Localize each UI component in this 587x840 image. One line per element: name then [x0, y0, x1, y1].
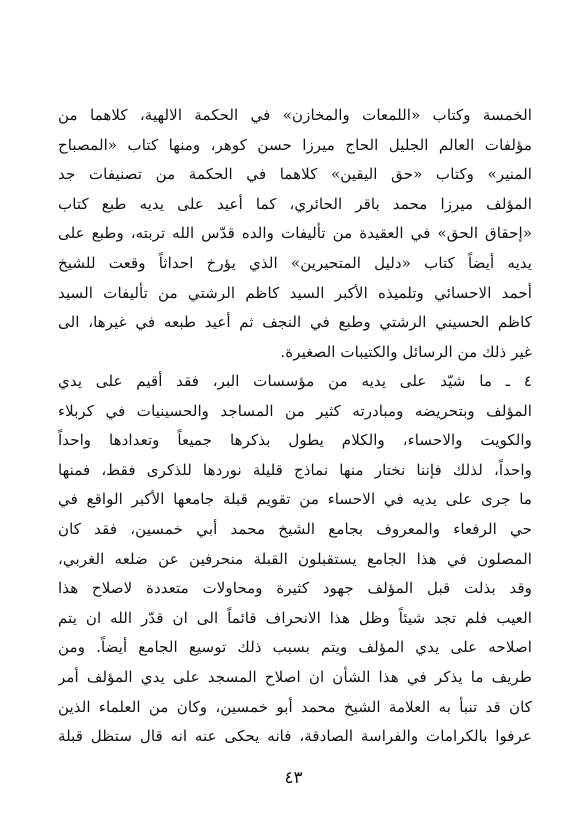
paragraph-charitable-institutions: [58, 367, 532, 752]
text-line: كاظم الحسيني الرشتي وطبع في النجف ثم أعيد طبعه في غيرها، الى: [58, 313, 532, 332]
text-line: طريف ما يذكر في هذا الشأن ان اصلاح المسجد على يدي المؤلف أمر: [58, 667, 532, 686]
text-line: والكويت والاحساء، والكلام يطول بذكرها جميعاً وتعدادها واحداً: [58, 431, 532, 450]
text-line: اصلاحه على يدي المؤلف ويتم بسبب ذلك توسيع الجامع أيضاً. ومن: [58, 638, 532, 657]
text-line: حي الرفعاء والمعروف بجامع الشيخ محمد أبي خمسين، فقد كان: [58, 519, 532, 538]
text-line: العيب فلم تجد شيئاً وظل هذا الانحراف قائماً الى ان قدّر الله ان يتم: [58, 608, 532, 627]
text-line: «إحقاق الحق» في العقيدة من تأليفات والده قدّس الله تربته، وطبع على: [58, 224, 532, 243]
text-line: أحمد الاحسائي وتلميذه الأكبر السيد كاظم الرشتي من تأليفات السيد: [58, 283, 532, 302]
text-line: المنير» وكتاب «حق اليقين» كلاهما في الحكمة من تصنيفات جد: [58, 165, 532, 184]
text-line: المؤلف ميرزا محمد باقر الحائري، كما أعيد على يديه طبع كتاب: [58, 194, 532, 213]
text-line: كان قد تنبأ به العلامة الشيخ محمد أبو خمسين، وكان من العلماء الذين: [58, 697, 532, 716]
text-line: عرفوا بالكرامات والفراسة الصادقة، فانه يحكى عنه انه قال ستظل قبلة: [58, 727, 532, 746]
text-line: يديه أيضاً كتاب «دليل المتحيرين» الذي يؤرخ احداثاً وقعت للشيخ: [58, 253, 532, 272]
paragraph-publications: [58, 101, 532, 367]
text-line: ٤ ـ ما شيّد على يديه من مؤسسات البر، فقد أقيم على يدي: [58, 372, 532, 390]
text-line: واحداً، لذلك فإننا نختار منها نماذج قليلة نوردها للذكرى فقط، فمنها: [58, 460, 532, 479]
text-line: مؤلفات العالم الجليل الحاج ميرزا حسن كوهر، ومنها كتاب «المصباح: [58, 135, 532, 154]
text-line: الخمسة وكتاب «اللمعات والمخازن» في الحكمة الالهية، كلاهما من: [58, 106, 532, 124]
page-number: ٤٣: [284, 768, 303, 788]
text-line: ما جرى على يديه في الاحساء من تقويم قبلة جامعها الأكبر الواقع في: [58, 490, 532, 509]
text-line: غير ذلك من الرسائل والكتيبات الصغيرة.: [280, 342, 532, 361]
text-line: المؤلف وبتحريضه ومبادرته كثير من المساجد والحسينيات في كربلاء: [58, 401, 532, 420]
text-line: وقد بذلت قبل المؤلف جهود كثيرة ومحاولات متعددة لاصلاح هذا: [58, 579, 532, 598]
text-line: المصلون في هذا الجامع يستقبلون القبلة منحرفين عن ضلعه الغربي،: [58, 549, 532, 568]
